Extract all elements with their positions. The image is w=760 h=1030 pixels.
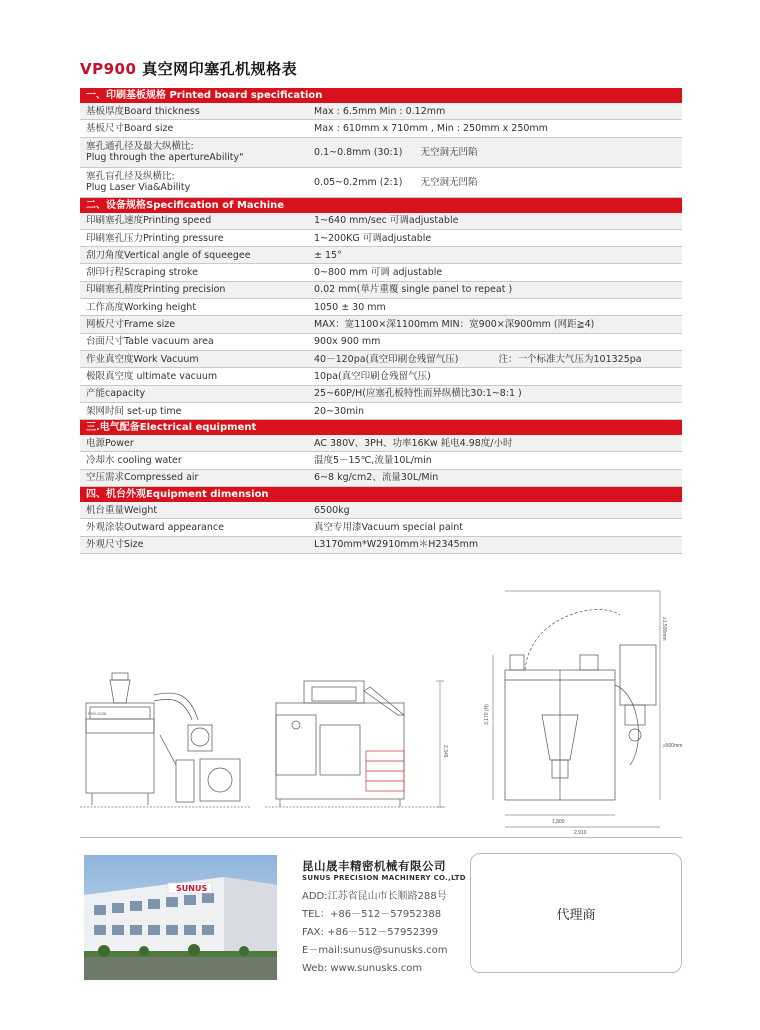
spec-value: 10pa(真空印刷仓残留气压) [314, 370, 431, 382]
spec-value-cell [314, 354, 682, 365]
spec-row [80, 368, 682, 385]
spec-value: 1~200KG 可调adjustable [314, 232, 432, 244]
company-name-en: SUNUS PRECISION MACHINERY CO.,LTD [302, 874, 466, 882]
spec-value-cell [314, 522, 682, 533]
spec-label: 外观尺寸Size [86, 539, 144, 551]
spec-row [80, 103, 682, 120]
spec-row [80, 230, 682, 247]
section-header: 四、机台外观Equipment dimension [80, 487, 682, 502]
spec-value-cell [314, 147, 682, 158]
spec-value-cell [314, 472, 682, 483]
spec-label: 架网时间 set-up time [86, 405, 182, 417]
spec-label: 印刷塞孔精度Printing precision [86, 284, 226, 296]
spec-value: 25~60P/H(应塞孔板特性而异纵横比30:1~8:1 ) [314, 388, 522, 400]
spec-row [80, 502, 682, 519]
spec-value: 40－120pa(真空印刷仓残留气压) [314, 353, 459, 365]
spec-label: 外观涂装Outward appearance [86, 521, 224, 533]
spec-row [80, 120, 682, 137]
spec-value-cell [314, 319, 682, 330]
spec-row [80, 168, 682, 198]
section-header: 一、印刷基板规格 Printed board specification [80, 88, 682, 103]
spec-row [80, 452, 682, 469]
spec-label: 工作高度Working height [86, 301, 197, 313]
spec-row [80, 138, 682, 168]
spec-value: 0.05~0.2mm (2:1) [314, 176, 403, 188]
spec-label: 台面尺寸Table vacuum area [86, 336, 214, 348]
spec-label: 印刷塞孔速度Printing speed [86, 215, 212, 227]
spec-value-cell [314, 505, 682, 516]
spec-value-cell [314, 215, 682, 226]
spec-value: 温度5－15℃,流量10L/min [314, 455, 432, 467]
spec-label: 网板尺寸Frame size [86, 319, 176, 331]
spec-label: 印刷塞孔压力Printing pressure [86, 232, 224, 244]
spec-label: 塞孔盲孔径及纵横比: Plug Laser Via&Ability [86, 171, 191, 194]
company-address: ADD:江苏省昆山市长顺路288号 [302, 891, 447, 902]
spec-row [80, 247, 682, 264]
spec-label: 机台重量Weight [86, 504, 158, 516]
dim-width: 2,910 [574, 830, 587, 835]
spec-label: 极限真空度 ultimate vacuum [86, 370, 218, 382]
spec-label: 电源Power [86, 437, 134, 449]
company-name-cn: 昆山晟丰精密机械有限公司 [302, 859, 446, 873]
machine-label: PHV-2428 [88, 711, 107, 716]
footer-divider [80, 837, 682, 838]
spec-value-cell [314, 336, 682, 347]
equipment-drawings [80, 575, 685, 835]
spec-note: 无空洞无凹陷 [420, 176, 478, 188]
spec-value-cell [314, 177, 682, 188]
company-email[interactable]: E－mail:sunus@sunusks.com [302, 945, 448, 956]
spec-value: 20~30min [314, 405, 365, 417]
spec-value: 900x 900 mm [314, 336, 381, 348]
spec-row [80, 282, 682, 299]
spec-value-cell [314, 455, 682, 466]
spec-row [80, 351, 682, 368]
building-sign: SUNUS [176, 884, 208, 893]
dim-depth: 1,800 [552, 819, 565, 825]
spec-value-cell [314, 233, 682, 244]
agent-label: 代理商 [556, 907, 596, 923]
spec-value: 6500kg [314, 504, 350, 516]
spec-row [80, 334, 682, 351]
side-view-drawing [86, 673, 240, 805]
spec-value-cell [314, 388, 682, 399]
spec-table [80, 88, 682, 554]
spec-row [80, 386, 682, 403]
company-tel: TEL：+86－512－57952388 [302, 909, 442, 920]
company-web[interactable]: Web: www.sunusks.com [302, 963, 423, 974]
spec-note: 无空洞无凹陷 [420, 146, 478, 158]
spec-value: 0.1~0.8mm (30:1) [314, 146, 403, 158]
spec-label: 基板尺寸Board size [86, 122, 174, 134]
dim-top: ≥1,500mm [661, 617, 667, 641]
company-contact [302, 858, 466, 978]
spec-value: L3170mm*W2910mm＊H2345mm [314, 539, 479, 551]
spec-value: 真空专用漆Vacuum special paint [314, 521, 464, 533]
dim-height: 2,345 [442, 745, 448, 758]
spec-value-cell [314, 539, 682, 550]
dim-clearance: ≥500mm [663, 743, 683, 749]
spec-value-cell [314, 302, 682, 313]
spec-value: 1050 ± 30 mm [314, 301, 386, 313]
spec-value-cell [314, 267, 682, 278]
spec-row [80, 470, 682, 487]
spec-value: 0~800 mm 可调 adjustable [314, 267, 443, 279]
spec-value: MAX：宽1100×深1100mm MIN：宽900×深900mm (网距≧4) [314, 319, 595, 331]
title-text: 真空网印塞孔机规格表 [136, 60, 298, 78]
spec-label: 空压需求Compressed air [86, 472, 199, 484]
spec-label: 作业真空度Work Vacuum [86, 353, 199, 365]
spec-value-cell [314, 284, 682, 295]
spec-row [80, 435, 682, 452]
agent-box [470, 853, 682, 973]
company-fax: FAX: +86－512－57952399 [302, 927, 439, 938]
spec-value-cell [314, 406, 682, 417]
spec-value: 6~8 kg/cm2、流量30L/Min [314, 472, 439, 484]
section-header: 三.电气配备Electrical equipment [80, 420, 682, 435]
spec-value-cell [314, 438, 682, 449]
spec-value-cell [314, 123, 682, 134]
spec-value: 0.02 mm(单片重覆 single panel to repeat ) [314, 284, 513, 296]
spec-row [80, 213, 682, 230]
spec-label: 冷却水 cooling water [86, 455, 182, 467]
spec-row [80, 519, 682, 536]
spec-row [80, 264, 682, 281]
spec-label: 刮刀角度Vertical angle of squeegee [86, 249, 251, 261]
spec-value: Max : 6.5mm Min : 0.12mm [314, 105, 446, 117]
spec-label: 塞孔通孔径及最大纵横比: Plug through the apertureAbility" [86, 141, 244, 164]
spec-row [80, 537, 682, 554]
spec-value: AC 380V、3PH、功率16Kw 耗电4.98度/小时 [314, 437, 513, 449]
section-header: 二、设备规格Specification of Machine [80, 198, 682, 213]
spec-row [80, 299, 682, 316]
spec-value: ± 15° [314, 249, 342, 261]
spec-row [80, 316, 682, 333]
spec-value-cell [314, 250, 682, 261]
spec-row [80, 403, 682, 420]
model-number: VP900 [80, 60, 137, 78]
factory-photo [84, 855, 277, 980]
spec-value-cell [314, 106, 682, 117]
spec-label: 产能capacity [86, 388, 146, 400]
spec-value: Max : 610mm x 710mm , Min : 250mm x 250mm [314, 122, 548, 134]
spec-label: 刮印行程Scraping stroke [86, 267, 198, 279]
dim-height-right: 3,170 (H) [484, 704, 490, 725]
spec-value: 1~640 mm/sec 可调adjustable [314, 215, 459, 227]
top-view-drawing [484, 591, 682, 835]
spec-value-cell [314, 371, 682, 382]
page-title [80, 58, 297, 79]
spec-note: 注：一个标准大气压为101325pa [498, 353, 642, 365]
spec-label: 基板厚度Board thickness [86, 105, 200, 117]
front-view-drawing [276, 681, 448, 807]
